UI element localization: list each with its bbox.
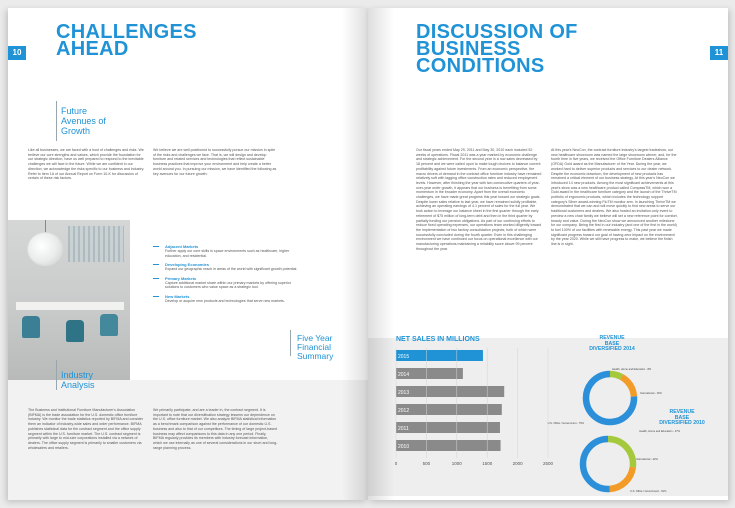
avenues-list: [153, 244, 303, 307]
section-rule: [56, 360, 57, 390]
section-title-industry: Industry Analysis: [61, 370, 95, 390]
list-item: [153, 294, 303, 304]
revenue-donut-2010: [540, 428, 720, 496]
x-tick-label: 500: [422, 461, 431, 466]
list-dash: [153, 264, 159, 265]
donut-slice: [608, 439, 633, 467]
list-dash: [153, 278, 159, 279]
donut-label: U.S. Office / Government - 76%: [547, 422, 584, 425]
donut-label: International - 22%: [636, 458, 658, 461]
list-dash: [153, 246, 159, 247]
list-item-title: Primary Markets: [165, 275, 197, 281]
list-item-desc: Further apply our core skills in space environments such as healthcare, higher education, and residential.: [165, 249, 290, 258]
lamp-cord: [45, 220, 46, 234]
section-rule: [56, 101, 57, 141]
donut-label: U.S. Office / Government - 51%: [630, 490, 667, 493]
bar-2013: [396, 386, 504, 397]
donut-label: Health, Home and Education - 8%: [612, 368, 652, 371]
chair: [100, 314, 118, 336]
bar-label: 2013: [398, 390, 410, 396]
page-title-right: DISCUSSION OF BUSINESS CONDITIONS: [416, 21, 578, 77]
page-title-left: CHALLENGES AHEAD: [56, 21, 197, 60]
list-item-title: Developing Economies: [165, 262, 210, 267]
donut-slice: [610, 374, 622, 377]
list-item-desc: Develop or acquire new products and technologies that serve new markets.: [165, 298, 285, 303]
page-number-left: 10: [8, 46, 26, 60]
donut-label: International - 16%: [640, 392, 662, 395]
donut-title-2014: REVENUE BASE DIVERSIFIED 2014: [589, 335, 635, 353]
x-tick-label: 2500: [542, 461, 554, 466]
bar-label: 2012: [398, 408, 410, 414]
donut-slice: [610, 467, 633, 489]
financial-summary-title: Five Year Financial Summary: [297, 333, 334, 361]
x-tick-label: 2000: [512, 461, 523, 466]
left-page: [8, 8, 368, 500]
donut-label: Health, Home and Education - 27%: [639, 430, 680, 433]
list-item: [153, 244, 303, 258]
list-item-desc: Capture additional market share within our primary markets by offering superior solutions to customers who value space as a strategic tool.: [165, 280, 291, 289]
section-title-future: Future Avenues of Growth: [61, 106, 106, 136]
bar-2012: [396, 404, 502, 415]
industry-text-col2: We primarily participate, and are a leader in, the contract segment. It is important to note that our diversification strategy lessens our dependence on the U.S. office furniture market. We also analyze BIFMA statistical information as a benchmark comparison against the performance of our domestic U.S. business and also to that of our competitors. The timing of large project-based business may affect comparisons to this data in any one period. Finally, BIFMA regularly provides its members with industry forecast information, which we use internally as one of several considerations in our short and long-range planning process.: [153, 408, 278, 450]
bar-label: 2014: [398, 372, 410, 378]
x-tick-label: 1500: [482, 461, 493, 466]
donut-slice: [583, 439, 610, 489]
wall-art: [68, 226, 124, 262]
page-gutter-shadow: [342, 8, 368, 500]
bar-label: 2011: [398, 426, 409, 432]
section-rule: [290, 330, 291, 356]
x-tick-label: 1000: [451, 461, 462, 466]
list-dash: [153, 296, 159, 297]
page-number-right: 11: [710, 46, 728, 60]
chart-title: NET SALES IN MILLIONS: [396, 336, 480, 343]
chair: [22, 316, 40, 338]
future-text-col1: Like all businesses, we are faced with a host of challenges and risks. We believe our core strengths and values, which provide the foundation for our strategic direction, have us well prepared to respond to the inevitable challenges we will face in the future. While we are confident in our direction, we acknowledge the risks specific to our business and industry. Refer to Item 1A of our Annual Report on Form 10-K for discussion of certain of these risk factors.: [28, 148, 145, 181]
chair: [66, 320, 84, 342]
office-photo: [8, 220, 130, 380]
list-item-title: Adjacent Markets: [165, 244, 199, 249]
x-tick-label: 0: [394, 461, 398, 466]
future-text-col2: We believe we are well positioned to successfully pursue our mission in spite of the risks and challenges we face. That is, we will design and develop furniture and related services and technologies that reflect sustainable business practices that improve your environment and help create a better world around you. In pursuing our mission, we have identified the following as key avenues for our future growth:: [153, 148, 277, 176]
discussion-text-col2: At this year's NeoCon, the contract furniture industry's largest tradeshow, our new healthcare showroom was named the large showroom winner, and, for the fourth time in five years, we received the Office Furniture Dealers Alliance (OFDA) Gold award as the Manufacturer of the Year. During the year, we worked hard to deliver superior products and services to our dealer network. Despite the economic downturn, the development of new products has remained a critical element of our business strategy. At this year's NeoCon we introduced 14 new products. Among the most significant achievements at this year's show was a new healthcare product called CompassTM, which won a Gold award in the healthcare furniture category and the launch of the ThriveTM portfolio of ergonomic products, which includes the technology support category's Silver award-winning FluTM monitor arm. In launching ThriveTM we demonstrated that we can and will move quickly to find new areas to serve our traditional customers and dealers. We also hosted an invitation-only event to preview a new chair family we believe will set a new reference point for comfort, beauty and value. During the NeoCon show we announced another milestone for our company. Being the first in our industry (and one of the first in the world) to fuel 100% of our facilities with renewable energy. This past year we made significant progress toward our goal of having zero impact on the environment by the year 2020. While we still have progress to make, we believe the finish line is in sight.: [551, 148, 678, 247]
list-item: [153, 262, 303, 272]
bar-2011: [396, 422, 500, 433]
list-item: [153, 276, 303, 290]
bar-2010: [396, 440, 501, 451]
list-item-desc: Expand our geographic reach in areas of the world with significant growth potential.: [165, 267, 298, 271]
industry-text-col1: The Business and Institutional Furniture Manufacturer's Association (BIFMA) is the trade association for the U.S. domestic office furniture industry. We monitor the trade statistics reported by BIFMA and consider them an indicator of industry-wide sales and order performance. BIFMA publishes statistical data for the contract segment and the office supply segment within the U.S. furniture market. The U.S. contract segment is primarily with large to mid-size corporations installed via a network of dealers. The office supply segment is primarily to smaller customers via wholesalers and retailers.: [28, 408, 144, 450]
bar-label: 2010: [398, 444, 410, 450]
bar-label: 2015: [398, 354, 410, 360]
list-item-title: New Markets: [165, 293, 190, 299]
net-sales-chart: [388, 330, 558, 488]
discussion-text-col1: Our fiscal years ended May 29, 2011 and May 30, 2010 each included 52 weeks of operations. Fiscal 2011 was a year marked by economic challenge and strategic achievement. For the second year in a row sales decreased by 18 percent and we were called upon to make tough choices to balance current profitability against future investments. From an economic perspective, the macro drivers of demand in the contract office furniture industry have remained relatively soft with lagging office construction rates and reduced employment levels. However, after finishing the year with two consecutive quarters of year-over-year order growth, it appears that our business is benefiting from some momentum in the broader economy. Apart from the overall economic challenges, we have made great progress this year toward our strategic goals. Despite lower sales relative to last year, we have remained solidly profitable, achieving an operating earnings of 4.1 percent of sales for the full year. We took action to leverage our balance sheet in the first quarter through the early retirement of $75 million of long-term debt and then in the third quarter by partially funding our pension obligations. As part of our continuing efforts to reduce fixed operating expenses, our operations team worked diligently toward the implementation of two factory consolidation projects, both of which were successfully concluded during the fourth quarter. Even in this challenging environment we have continued our focus on operational excellence with our manufacturing operations maintaining a reliability score above 99 percent throughout the year.: [416, 148, 542, 251]
donut-title-2010: REVENUE BASE DIVERSIFIED 2010: [659, 409, 705, 427]
donut-slice: [622, 377, 634, 397]
desk: [16, 302, 124, 310]
pendant-lamp: [28, 233, 62, 265]
